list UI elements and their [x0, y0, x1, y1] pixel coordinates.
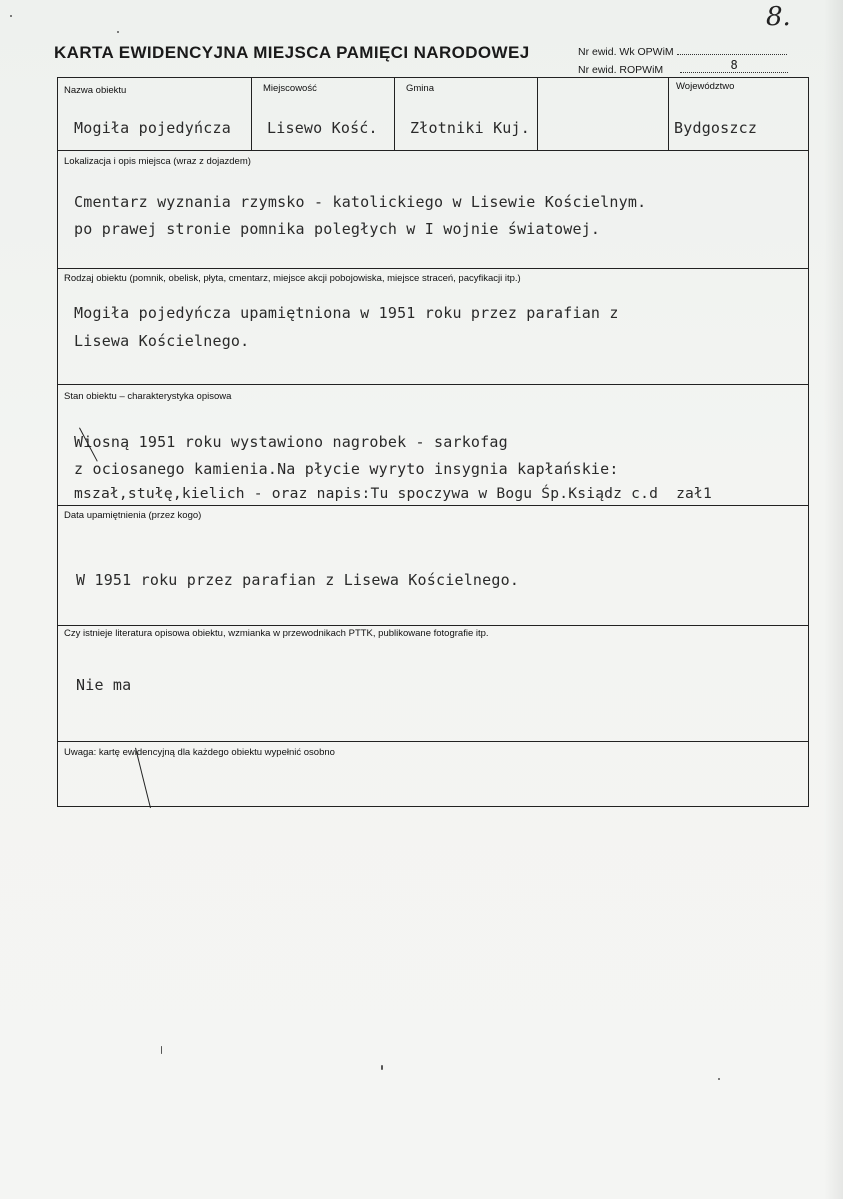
divider — [58, 741, 808, 742]
nazwa-value[interactable]: Mogiła pojedyńcza — [74, 119, 231, 137]
divider — [58, 625, 808, 626]
paper-speck — [117, 31, 119, 33]
literatura-label: Czy istnieje literatura opisowa obiektu, wzmianka w przewodnikach PTTK, publikowane fotografie itp. — [64, 628, 489, 639]
wojewodztwo-value[interactable]: Bydgoszcz — [674, 119, 758, 137]
gmina-label: Gmina — [406, 83, 434, 94]
stan-line[interactable]: Wiosną 1951 roku wystawiono nagrobek - sarkofag — [74, 433, 508, 451]
nazwa-label: Nazwa obiektu — [64, 85, 127, 96]
stan-line[interactable]: z ociosanego kamienia.Na płycie wyryto insygnia kapłańskie: — [74, 460, 619, 478]
gmina-value[interactable]: Złotniki Kuj. — [410, 119, 530, 137]
paper-speck — [161, 1046, 162, 1054]
lokalizacja-line[interactable]: po prawej stronie pomnika poległych w I wojnie światowej. — [74, 220, 601, 238]
handwritten-number: 8. — [766, 2, 791, 32]
divider — [668, 78, 669, 150]
form-title: KARTA EWIDENCYJNA MIEJSCA PAMIĘCI NARODOWEJ — [54, 43, 530, 62]
nr-wk-label: Nr ewid. Wk OPWiM — [578, 46, 674, 58]
rodzaj-line[interactable]: Mogiła pojedyńcza upamiętniona w 1951 roku przez parafian z — [74, 304, 619, 322]
nr-rop-field[interactable] — [680, 58, 788, 73]
uwaga-label: Uwaga: kartę ewidencyjną dla każdego obiektu wypełnić osobno — [64, 747, 335, 758]
divider — [58, 384, 808, 385]
nr-wk-row — [578, 44, 787, 58]
literatura-value[interactable]: Nie ma — [76, 676, 132, 694]
rodzaj-label: Rodzaj obiektu (pomnik, obelisk, płyta, cmentarz, miejsce akcji pobojowiska, miejsce straceń, pacyfikacji itp.) — [64, 273, 521, 284]
wojewodztwo-label: Województwo — [676, 81, 735, 92]
nr-rop-label: Nr ewid. ROPWiM — [578, 64, 664, 76]
nr-rop-value: 8 — [730, 58, 738, 72]
paper-speck — [718, 1078, 720, 1080]
divider — [58, 150, 808, 151]
evidence-form — [57, 77, 809, 807]
divider — [58, 505, 808, 506]
divider — [537, 78, 538, 150]
lokalizacja-label: Lokalizacja i opis miejsca (wraz z dojazdem) — [64, 156, 251, 167]
stan-label: Stan obiektu – charakterystyka opisowa — [64, 391, 232, 402]
rodzaj-line[interactable]: Lisewa Kościelnego. — [74, 332, 250, 350]
nr-rop-row — [578, 58, 788, 76]
paper-edge-shadow — [824, 0, 843, 1199]
divider — [58, 268, 808, 269]
divider — [394, 78, 395, 150]
data-upamietnienia-label: Data upamiętnienia (przez kogo) — [64, 510, 202, 521]
paper-speck — [10, 15, 12, 17]
data-upamietnienia-value[interactable]: W 1951 roku przez parafian z Lisewa Kościelnego. — [76, 571, 520, 589]
miejscowosc-value[interactable]: Lisewo Kość. — [267, 119, 378, 137]
lokalizacja-line[interactable]: Cmentarz wyznania rzymsko - katolickiego w Lisewie Kościelnym. — [74, 193, 647, 211]
stan-line[interactable]: mszał,stułę,kielich - oraz napis:Tu spoczywa w Bogu Śp.Ksiądz c.d zał1 — [74, 485, 713, 502]
divider — [251, 78, 252, 150]
miejscowosc-label: Miejscowość — [263, 83, 317, 94]
paper-speck — [381, 1065, 383, 1070]
nr-wk-field[interactable] — [677, 44, 787, 55]
